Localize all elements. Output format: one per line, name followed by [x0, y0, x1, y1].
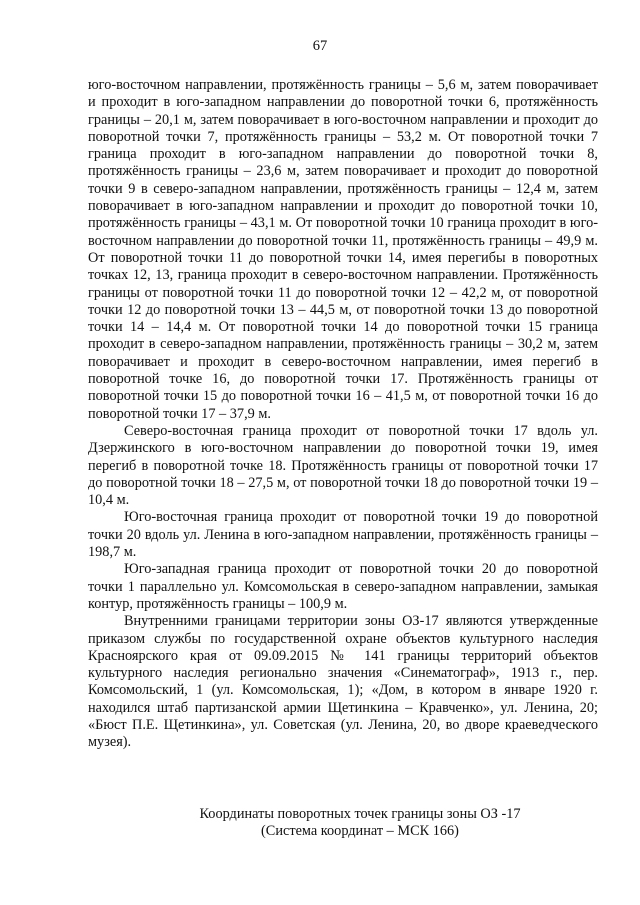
paragraph-1: юго-восточном направлении, протяжённость границы – 5,6 м, затем поворачивает и проходит в юго-западном направлении до поворотной точки 6, протяжённость границы – 20,1 м, затем поворачивает в юго-восточном направлении и проходит до поворотной точки 7, протяжённость границы – 53,2 м. От поворотной точки 7 граница проходит в юго-западном направлении до поворотной точки 8, протяжённость границы – 23,6 м, затем поворачивает и проходит до поворотной точки 9 в северо-западном направлении, протяжённость границы – 12,4 м, затем поворачивает в юго-западном направлении и проходит до поворотной точки 10, протяжённость границы – 43,1 м. От поворотной точки 10 граница проходит в юго-восточном направлении до поворотной точки 11, протяжённость границы – 49,9 м. От поворотной точки 11 до поворотной точки 14, имея перегибы в поворотных точках 12, 13, граница проходит в северо-восточном направлении. Протяжённость границы от поворотной точки 11 до поворотной точки 12 – 42,2 м, от поворотной точки 12 до поворотной точки 13 – 44,5 м, от поворотной точки 13 до поворотной точки 14 – 14,4 м. От поворотной точки 14 до поворотной точки 15 граница проходит в северо-западном направлении, протяжённость границы – 30,2 м, затем поворачивает и проходит в северо-восточном направлении, имея перегиб в поворотной точке 16, до поворотной точки 17. Протяжённость границы от поворотной точки 15 до поворотной точки 16 – 41,5 м, от поворотной точки 16 до поворотной точки 17 – 37,9 м. — [88, 77, 598, 422]
coordinates-caption-system: (Система координат – МСК 166) — [261, 823, 459, 839]
paragraph-5: Внутренними границами территории зоны ОЗ-17 являются утвержденные приказом службы по государственной охране объектов культурного наследия Красноярского края от 09.09.2015 № 141 границы территорий объектов культурного наследия регионально значения «Синематограф», 1913 г., пер. Комсомольский, 1 (ул. Комсомольская, 1); «Дом, в котором в январе 1920 г. находился штаб партизанской армии Щетинкина – Кравченко», ул. Ленина, 20; «Бюст П.Е. Щетинкина», ул. Советская (ул. Ленина, 20, во дворе краеведческого музея). — [88, 613, 598, 751]
coordinates-caption-title: Координаты поворотных точек границы зоны ОЗ -17 — [199, 806, 521, 822]
paragraph-4: Юго-западная граница проходит от поворотной точки 20 до поворотной точки 1 параллельно ул. Комсомольская в северо-западном направлении, замыкая контур, протяжённость границы – 100,9 м. — [88, 561, 598, 612]
document-body — [88, 77, 598, 752]
paragraph-2: Северо-восточная граница проходит от поворотной точки 17 вдоль ул. Дзержинского в юго-восточном направлении до поворотной точки 19, имея перегиб в поворотной точке 18. Протяжённость границы от поворотной точки 17 до поворотной точки 18 – 27,5 м, от поворотной точки 18 до поворотной точки 19 – 10,4 м. — [88, 422, 598, 509]
paragraph-3: Юго-восточная граница проходит от поворотной точки 19 до поворотной точки 20 вдоль ул. Ленина в юго-западном направлении, протяжённость границы – 198,7 м. — [88, 509, 598, 561]
page-number: 67 — [312, 38, 328, 54]
